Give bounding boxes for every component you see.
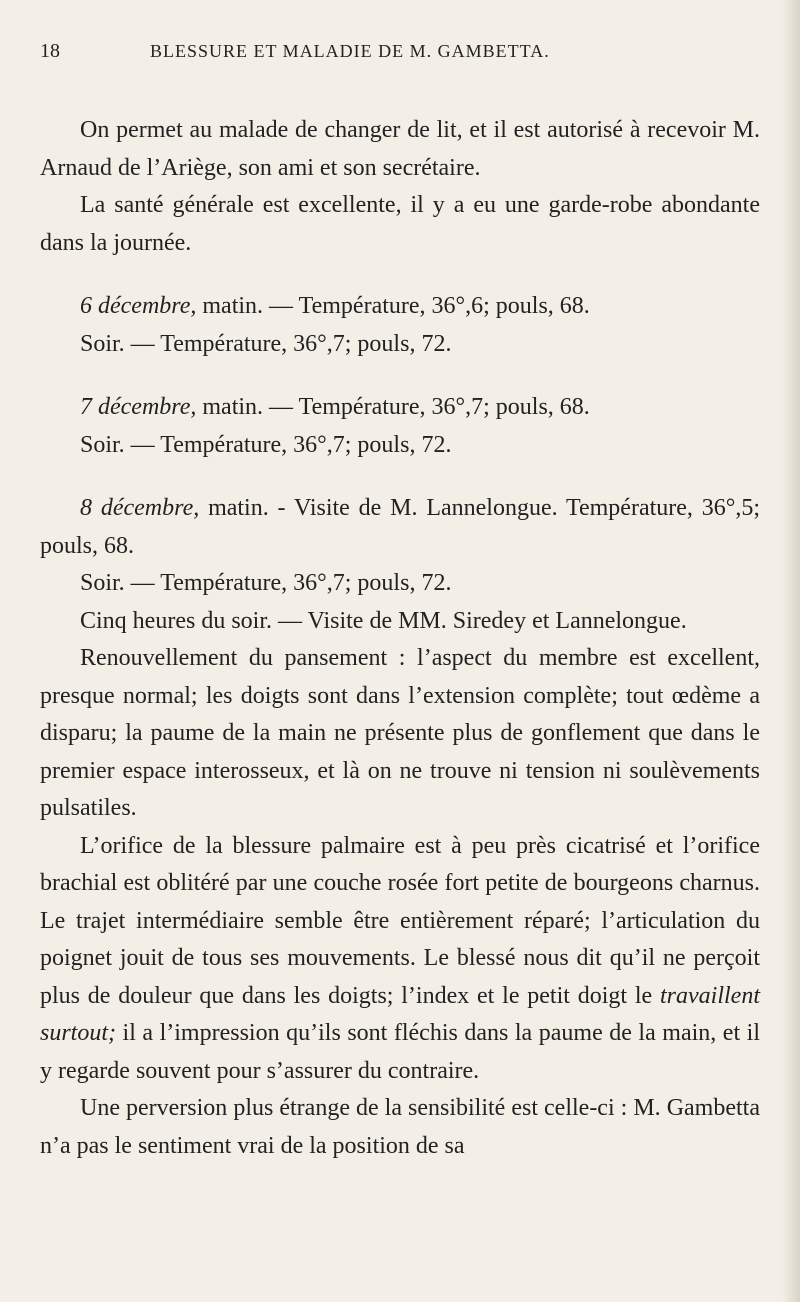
paragraph-perversion: Une perversion plus étrange de la sensibilité est celle-ci : M. Gambetta n’a pas le sentiment vrai de la position de sa xyxy=(40,1095,760,1159)
page-header xyxy=(40,40,760,88)
page-body xyxy=(40,112,760,1165)
document-page xyxy=(40,40,760,1270)
entry-7-date: 7 décembre, xyxy=(80,394,197,420)
running-head: BLESSURE ET MALADIE DE M. GAMBETTA. xyxy=(150,41,550,61)
entry-8-visit: Cinq heures du soir. — Visite de MM. Siredey et Lannelongue. xyxy=(80,607,687,634)
entry-8-evening: Soir. — Température, 36°,7; pouls, 72. xyxy=(80,570,452,596)
paragraph-orifice: L’orifice de la blessure palmaire est à peu près cicatrisé et l’orifice brachial est oblitéré par une couche rosée fort petite de bourgeons charnus. Le trajet intermédiaire semble être entièrement réparé; l’articulation du poignet jouit de tous ses mouvements. Le blessé nous dit qu’il ne perçoit plus de douleur que dans les doigts; l’index et le petit doigt le travaillent surtout; il a l’impression qu’ils sont fléchis dans la paume de la main, et il y regarde souvent pour s’assurer du contraire. xyxy=(40,832,760,1084)
entry-7-morning: 7 décembre, matin. — Température, 36°,7; pouls, 68. xyxy=(80,394,590,420)
entry-8-morning: 8 décembre, matin. - Visite de M. Lannelongue. Température, 36°,5; pouls, 68. xyxy=(40,495,761,559)
entry-6-date: 6 décembre, xyxy=(80,293,197,319)
paragraph-general-health: La santé générale est excellente, il y a eu une garde-robe abondante dans la journée. xyxy=(40,192,760,256)
entry-7-evening: Soir. — Température, 36°,7; pouls, 72. xyxy=(80,431,452,458)
page-number: 18 xyxy=(40,40,60,62)
entry-6-evening: Soir. — Température, 36°,7; pouls, 72. xyxy=(80,330,452,357)
paragraph-permission: On permet au malade de changer de lit, et il est autorisé à recevoir M. Arnaud de l’Ariège, son ami et son secrétaire. xyxy=(40,117,760,181)
entry-6-morning: 6 décembre, matin. — Température, 36°,6; pouls, 68. xyxy=(80,293,590,319)
page-edge-shadow xyxy=(782,0,800,1302)
paragraph-renewal: Renouvellement du pansement : l’aspect du membre est excellent, presque normal; les doigts sont dans l’extension complète; tout œdème a disparu; la paume de la main ne présente plus de gonflement que dans le premier espace interosseux, et là on ne trouve ni tension ni soulèvements pulsatiles. xyxy=(40,645,760,821)
entry-8-date: 8 décembre, xyxy=(80,495,200,521)
